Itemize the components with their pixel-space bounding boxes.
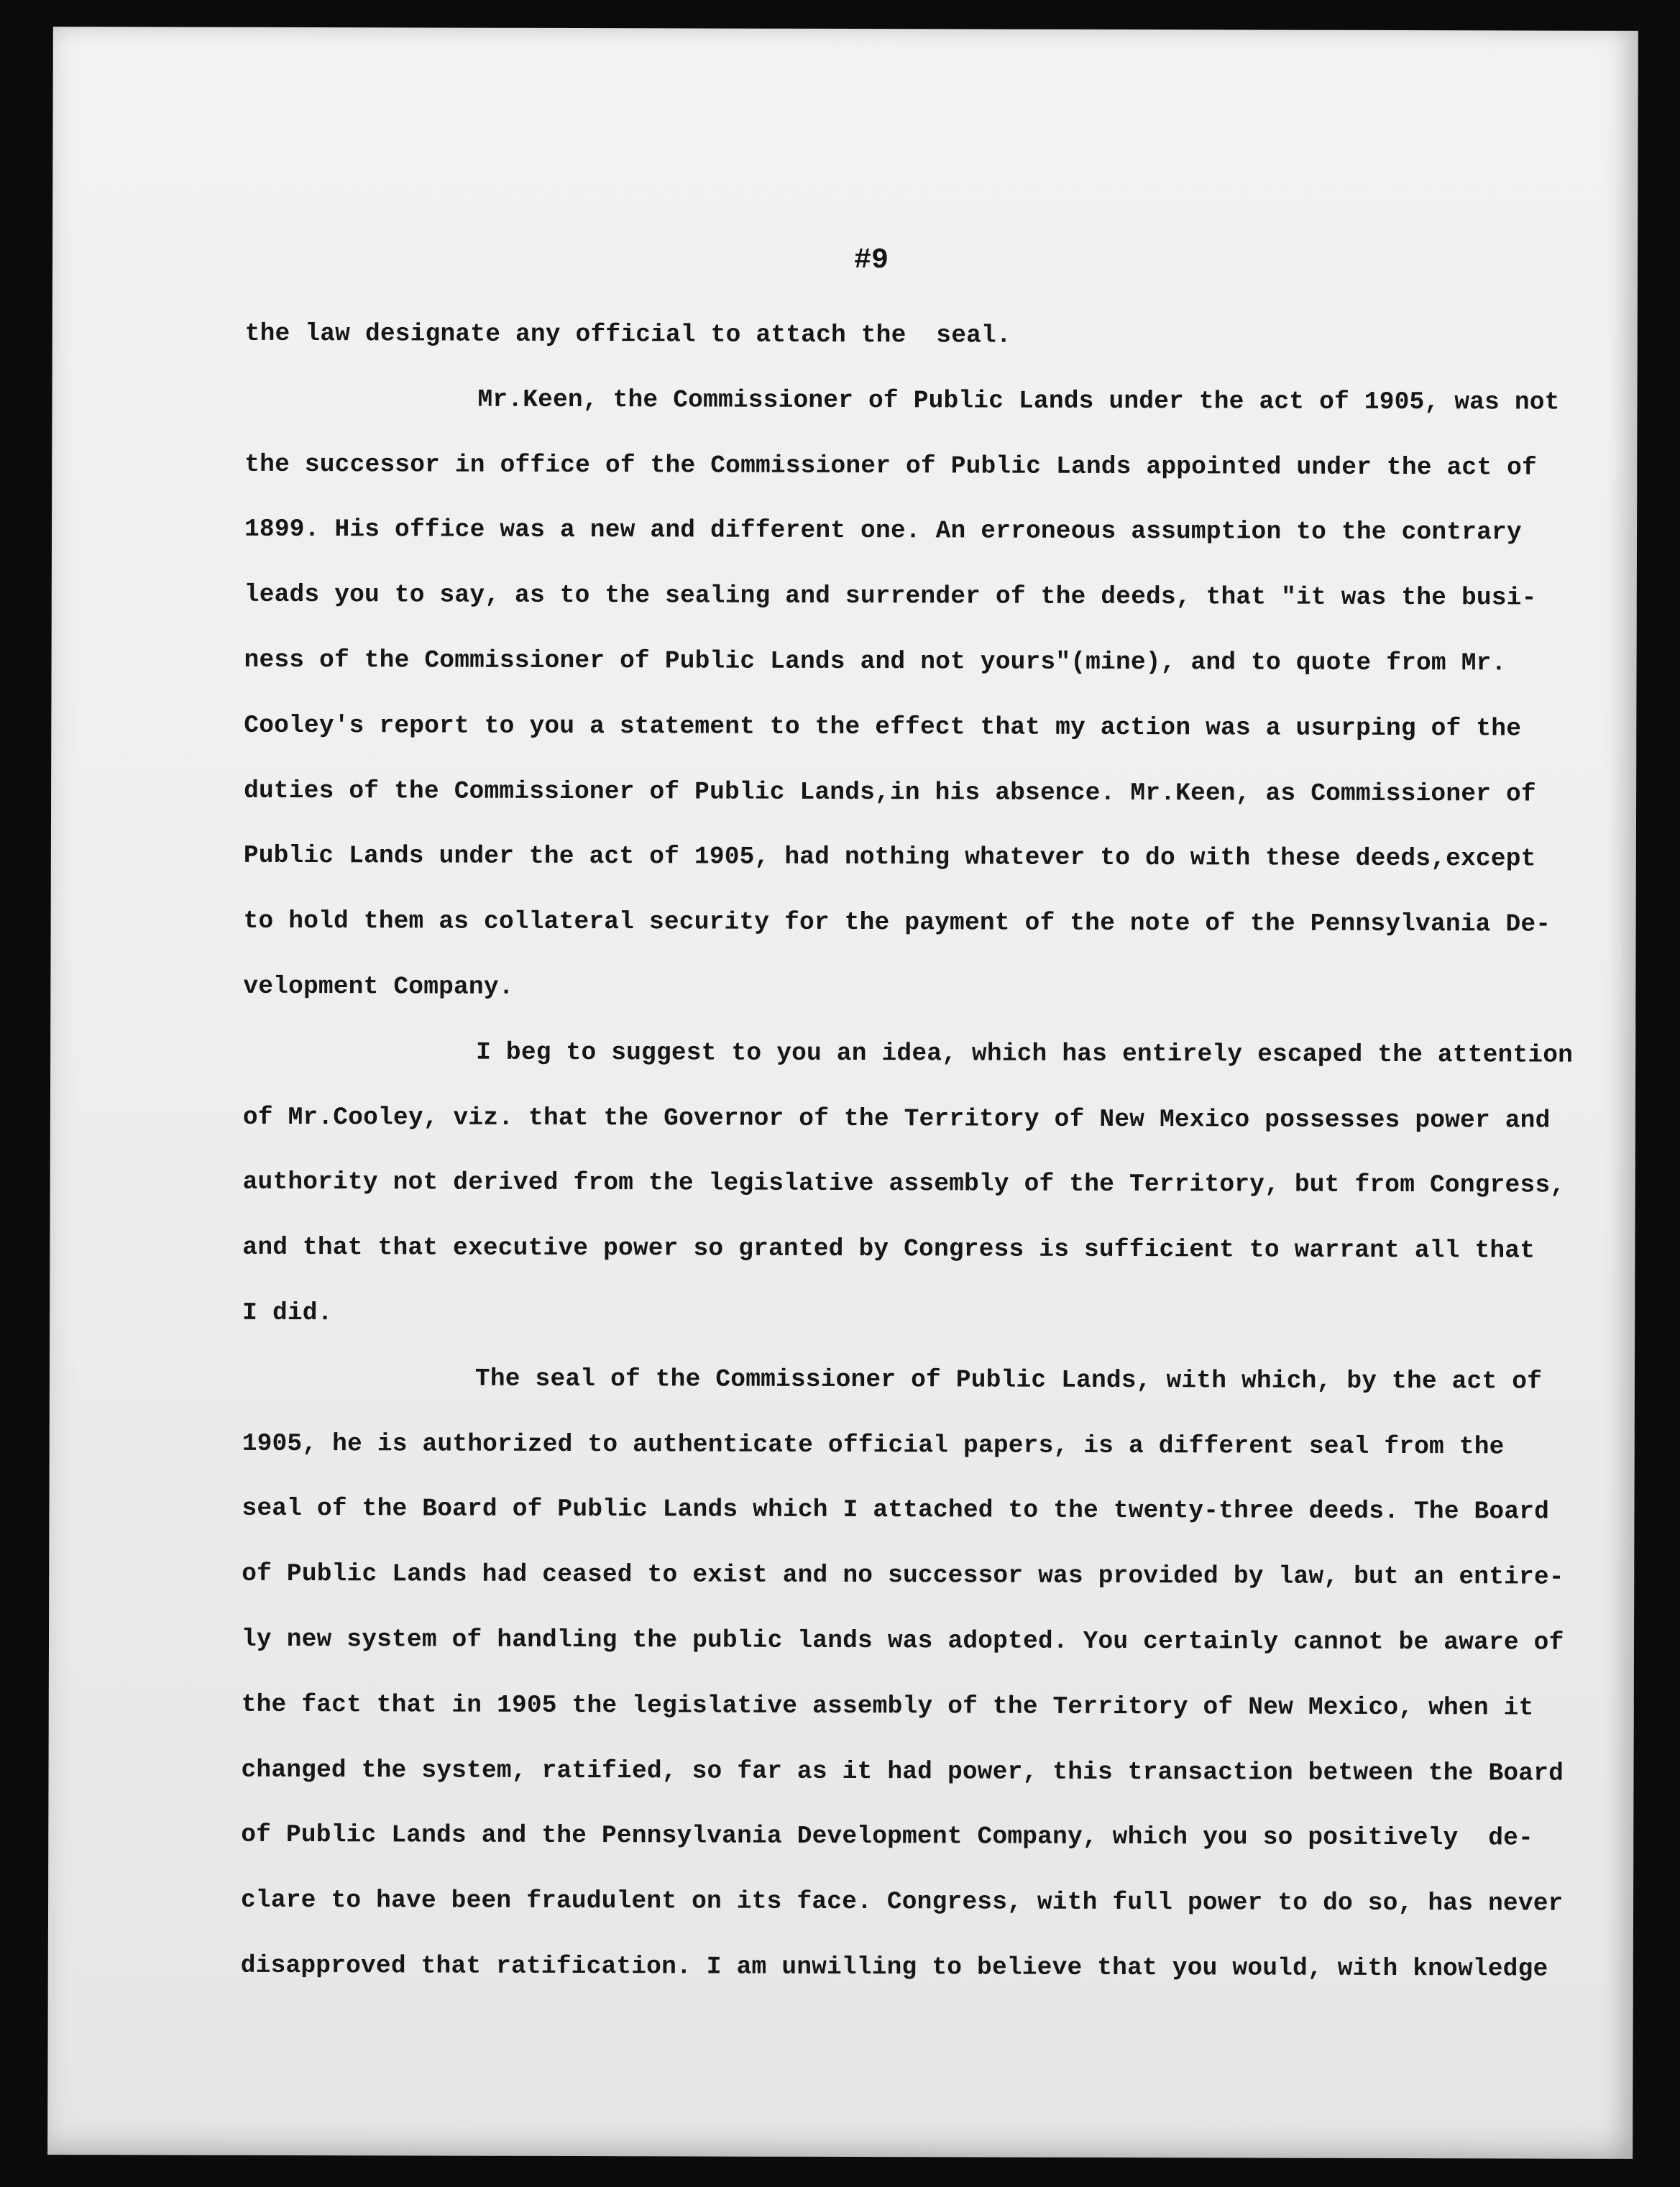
text-line: of Public Lands and the Pennsylvania Development Company, which you so positively de- <box>241 1821 1534 1853</box>
text-line: 1899. His office was a new and different one. An erroneous assumption to the contrary <box>244 515 1522 547</box>
page-number: #9 <box>853 244 889 278</box>
text-line: The seal of the Commissioner of Public Lands, with which, by the act of <box>474 1365 1543 1396</box>
letter-body <box>241 302 1629 2003</box>
text-line: changed the system, ratified, so far as it had power, this transaction between the Board <box>241 1756 1564 1788</box>
text-line: leads you to say, as to the sealing and surrender of the deeds, that "it was the busi- <box>244 581 1537 613</box>
text-line: to hold them as collateral security for the payment of the note of the Pennsylvania De- <box>243 907 1551 939</box>
text-line: the law designate any official to attach the seal. <box>244 319 1011 350</box>
text-line: clare to have been fraudulent on its face. Congress, with full power to do so, has never <box>241 1886 1564 1918</box>
text-line: seal of the Board of Public Lands which I attached to the twenty-three deeds. The Board <box>242 1495 1550 1526</box>
text-line: ly new system of handling the public lands was adopted. You certainly cannot be aware of <box>241 1625 1564 1657</box>
text-line: the successor in office of the Commissioner of Public Lands appointed under the act of <box>244 450 1538 482</box>
text-line: and that that executive power so granted by Congress is sufficient to warrant all that <box>242 1233 1536 1265</box>
text-line: the fact that in 1905 the legislative assembly of the Territory of New Mexico, when it <box>241 1690 1534 1723</box>
text-line: I did. <box>242 1298 333 1328</box>
text-line: of Public Lands had ceased to exist and no successor was provided by law, but an entire- <box>242 1559 1564 1592</box>
text-line: I beg to suggest to you an idea, which has entirely escaped the attention <box>476 1038 1574 1070</box>
text-line: duties of the Commissioner of Public Lands,in his absence. Mr.Keen, as Commissioner of <box>244 776 1536 809</box>
text-line: Cooley's report to you a statement to the effect that my action was a usurping of the <box>244 711 1522 743</box>
document-page <box>47 27 1638 2159</box>
text-line: Mr.Keen, the Commissioner of Public Lands under the act of 1905, was not <box>477 385 1560 417</box>
text-line: velopment Company. <box>243 972 514 1001</box>
text-line: authority not derived from the legislative assembly of the Territory, but from Congress, <box>242 1168 1566 1200</box>
text-line: disapproved that ratification. I am unwilling to believe that you would, with knowledge <box>240 1951 1548 1984</box>
text-line: 1905, he is authorized to authenticate official papers, is a different seal from the <box>242 1429 1505 1461</box>
text-line: ness of the Commissioner of Public Lands and not yours"(mine), and to quote from Mr. <box>244 646 1507 678</box>
text-line: of Mr.Cooley, viz. that the Governor of the Territory of New Mexico possesses power and <box>242 1103 1551 1135</box>
text-line: Public Lands under the act of 1905, had nothing whatever to do with these deeds,except <box>243 842 1536 874</box>
